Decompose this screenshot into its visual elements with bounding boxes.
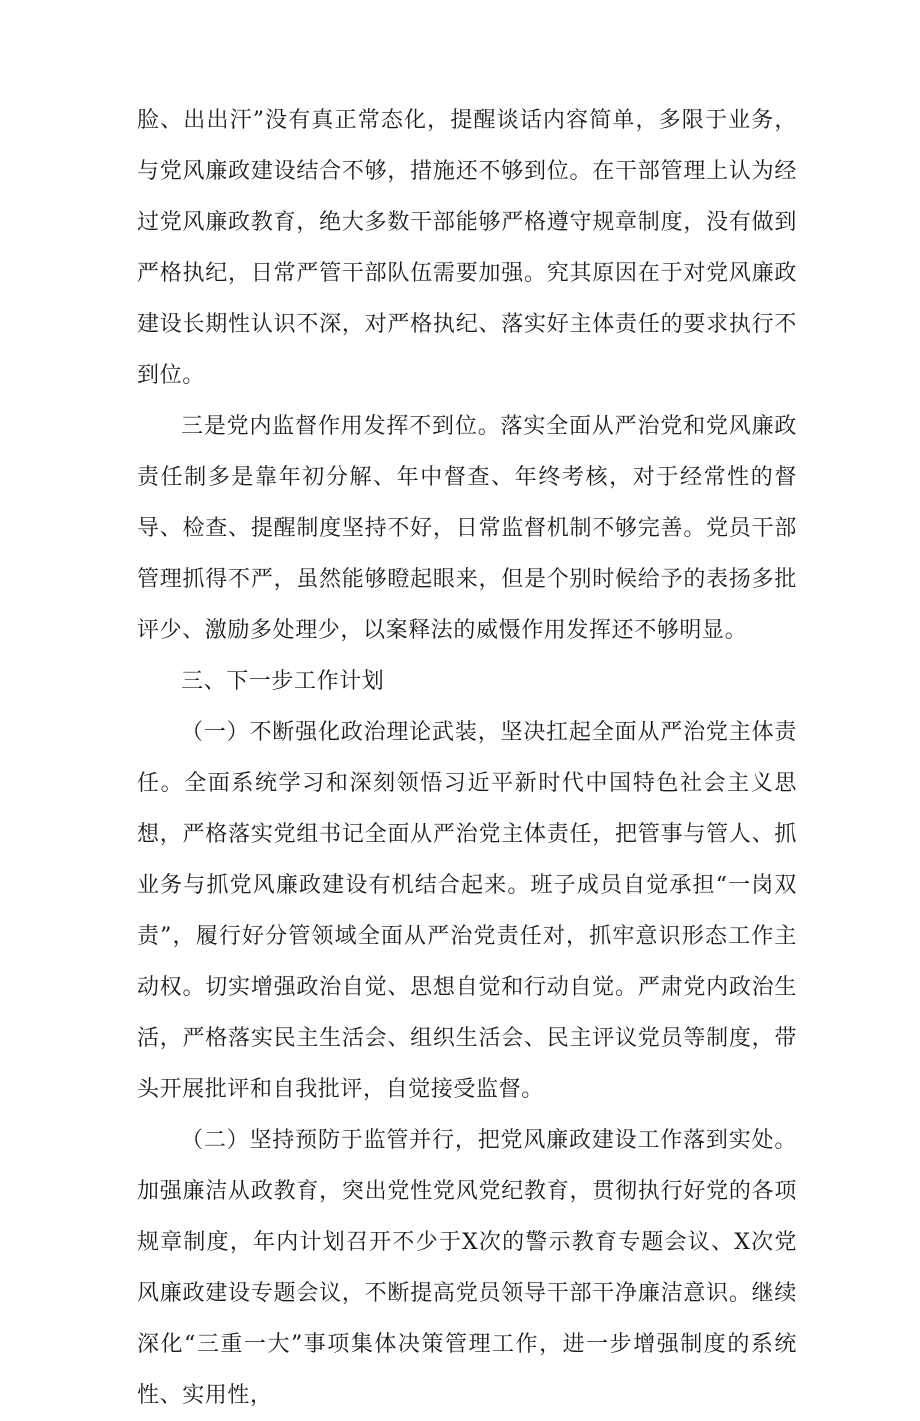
paragraph-supervision: 三是党内监督作用发挥不到位。落实全面从严治党和党风廉政责任制多是靠年初分解、年中督查、年终考核，对于经常性的督导、检查、提醒制度坚持不好，日常监督机制不够完善。党员干部管理抓得不严，虽然能够瞪起眼来，但是个别时候给予的表扬多批评少、激励多处理少，以案释法的威慑作用发挥还不够明显。 (137, 414, 797, 643)
paragraph-plan-one: （一）不断强化政治理论武装，坚决扛起全面从严治党主体责任。全面系统学习和深刻领悟习近平新时代中国特色社会主义思想，严格落实党组书记全面从严治党主体责任，把管事与管人、抓业务与抓党风廉政建设有机结合起来。班子成员自觉承担“一岗双责”，履行好分管领域全面从严治党责任对，抓牢意识形态工作主动权。切实增强政治自觉、思想自觉和行动自觉。严肃党内政治生活，严格落实民主生活会、组织生活会、民主评议党员等制度，带头开展批评和自我批评，自觉接受监督。 (137, 720, 797, 1102)
section-heading-next-steps: 三、下一步工作计划 (181, 669, 385, 694)
paragraph-plan-two: （二）坚持预防于监管并行，把党风廉政建设工作落到实处。加强廉洁从政教育，突出党性党风党纪教育，贯彻执行好党的各项规章制度，年内计划召开不少于X次的警示教育专题会议、X次党风廉政建设专题会议，不断提高党员领导干部干净廉洁意识。继续深化“三重一大”事项集体决策管理工作，进一步增强制度的系统性、实用性， (137, 1128, 797, 1408)
paragraph-continuation: 脸、出出汗”没有真正常态化，提醒谈话内容简单，多限于业务，与党风廉政建设结合不够，措施还不够到位。在干部管理上认为经过党风廉政教育，绝大多数干部能够严格遵守规章制度，没有做到严格执纪，日常严管干部队伍需要加强。究其原因在于对党风廉政建设长期性认识不深，对严格执纪、落实好主体责任的要求执行不到位。 (137, 108, 797, 388)
document-body (137, 95, 797, 1421)
